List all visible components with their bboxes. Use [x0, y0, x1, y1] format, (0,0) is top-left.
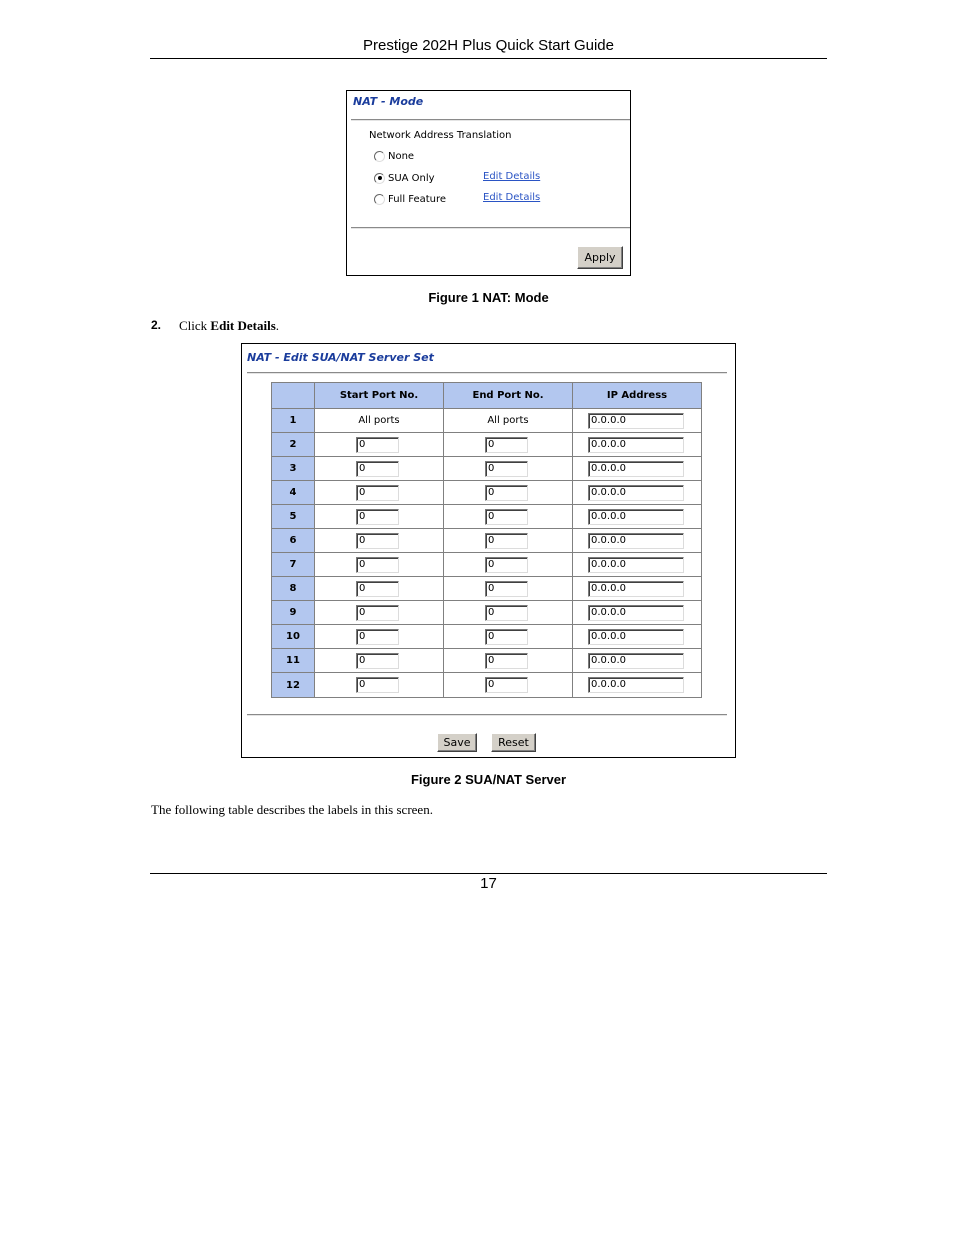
- end-port-cell: [444, 577, 573, 601]
- start-port-cell: [315, 649, 444, 673]
- nat-group-label: Network Address Translation: [369, 130, 512, 141]
- row-index: 7: [272, 553, 315, 577]
- end-port-input[interactable]: 0: [485, 653, 528, 669]
- step-number: 2.: [151, 318, 162, 332]
- row-index: 4: [272, 481, 315, 505]
- end-port-input[interactable]: 0: [485, 509, 528, 525]
- radio-full-feature-label: Full Feature: [388, 193, 447, 205]
- row-index: 11: [272, 649, 315, 673]
- start-port-input[interactable]: 0: [356, 485, 399, 501]
- start-port-cell: [315, 625, 444, 649]
- table-row: [272, 481, 701, 505]
- step-text: [179, 318, 279, 334]
- radio-none[interactable]: [374, 151, 385, 162]
- start-port-input[interactable]: 0: [356, 581, 399, 597]
- start-port-cell: [315, 601, 444, 625]
- sua-nat-panel-title: NAT - Edit SUA/NAT Server Set: [247, 351, 434, 364]
- end-port-cell: [444, 625, 573, 649]
- table-row: [272, 409, 701, 433]
- panel-divider-top: [351, 119, 630, 121]
- ip-address-input[interactable]: 0.0.0.0: [588, 485, 684, 501]
- end-port-input[interactable]: 0: [485, 677, 528, 693]
- start-port-input[interactable]: 0: [356, 461, 399, 477]
- row-index: 3: [272, 457, 315, 481]
- row-index: 6: [272, 529, 315, 553]
- table-row: [272, 673, 701, 697]
- column-header-start-port: Start Port No.: [315, 383, 444, 409]
- ip-address-cell: [573, 505, 701, 529]
- ip-address-input[interactable]: 0.0.0.0: [588, 413, 684, 429]
- start-port-input[interactable]: 0: [356, 629, 399, 645]
- reset-button[interactable]: Reset: [491, 733, 536, 752]
- row-index: 12: [272, 673, 315, 697]
- table-row: [272, 457, 701, 481]
- ip-address-cell: [573, 673, 701, 697]
- start-port-cell: [315, 409, 444, 433]
- start-port-cell: [315, 577, 444, 601]
- start-port-input[interactable]: 0: [356, 653, 399, 669]
- ip-address-cell: [573, 529, 701, 553]
- server-set-table: [271, 382, 702, 698]
- end-port-cell: [444, 481, 573, 505]
- ip-address-cell: [573, 601, 701, 625]
- nat-mode-panel-title: NAT - Mode: [353, 95, 424, 108]
- table-row: [272, 433, 701, 457]
- table-row: [272, 529, 701, 553]
- radio-none-label: None: [388, 150, 415, 162]
- page-number: 17: [480, 875, 497, 892]
- step-bold-term: Edit Details: [210, 318, 276, 333]
- start-port-cell: [315, 433, 444, 457]
- start-port-cell: [315, 505, 444, 529]
- sua-only-edit-details-link[interactable]: Edit Details: [483, 171, 541, 182]
- row-index: 5: [272, 505, 315, 529]
- end-port-input[interactable]: 0: [485, 437, 528, 453]
- end-port-cell: [444, 673, 573, 697]
- table-row: [272, 505, 701, 529]
- start-port-cell: [315, 553, 444, 577]
- figure1-caption: Figure 1 NAT: Mode: [428, 290, 549, 305]
- table-row: [272, 625, 701, 649]
- table-row: [272, 601, 701, 625]
- radio-option-full-feature[interactable]: [374, 192, 446, 206]
- radio-option-none[interactable]: [374, 149, 414, 163]
- end-port-input[interactable]: 0: [485, 461, 528, 477]
- ip-address-cell: [573, 649, 701, 673]
- start-port-cell: [315, 529, 444, 553]
- start-port-all-ports-text: All ports: [358, 415, 400, 426]
- end-port-input[interactable]: 0: [485, 557, 528, 573]
- row-index: 8: [272, 577, 315, 601]
- footer-divider: [150, 873, 827, 874]
- end-port-cell: [444, 553, 573, 577]
- ip-address-cell: [573, 481, 701, 505]
- start-port-input[interactable]: 0: [356, 437, 399, 453]
- radio-option-sua-only[interactable]: [374, 171, 435, 185]
- radio-sua-only[interactable]: [374, 173, 385, 184]
- ip-address-input[interactable]: 0.0.0.0: [588, 557, 684, 573]
- ip-address-cell: [573, 625, 701, 649]
- radio-full-feature[interactable]: [374, 194, 385, 205]
- step-prefix: Click: [179, 318, 211, 333]
- header-divider: [150, 58, 827, 59]
- column-header-index: [272, 383, 315, 409]
- ip-address-input[interactable]: 0.0.0.0: [588, 629, 684, 645]
- ip-address-input[interactable]: 0.0.0.0: [588, 509, 684, 525]
- table-row: [272, 649, 701, 673]
- row-index: 1: [272, 409, 315, 433]
- panel-divider-bottom: [247, 714, 727, 716]
- end-port-cell: [444, 409, 573, 433]
- start-port-input[interactable]: 0: [356, 533, 399, 549]
- end-port-cell: [444, 505, 573, 529]
- end-port-input[interactable]: 0: [485, 605, 528, 621]
- end-port-cell: [444, 433, 573, 457]
- ip-address-input[interactable]: 0.0.0.0: [588, 653, 684, 669]
- ip-address-cell: [573, 577, 701, 601]
- ip-address-input[interactable]: 0.0.0.0: [588, 677, 684, 693]
- end-port-all-ports-text: All ports: [487, 415, 529, 426]
- sua-nat-server-panel: [241, 343, 736, 758]
- apply-button[interactable]: Apply: [577, 246, 623, 269]
- start-port-cell: [315, 673, 444, 697]
- end-port-cell: [444, 649, 573, 673]
- start-port-cell: [315, 481, 444, 505]
- start-port-input[interactable]: 0: [356, 605, 399, 621]
- start-port-input[interactable]: 0: [356, 557, 399, 573]
- ip-address-cell: [573, 433, 701, 457]
- save-button[interactable]: Save: [437, 733, 477, 752]
- row-index: 2: [272, 433, 315, 457]
- start-port-cell: [315, 457, 444, 481]
- end-port-input[interactable]: 0: [485, 581, 528, 597]
- ip-address-cell: [573, 457, 701, 481]
- column-header-ip-address: IP Address: [573, 383, 701, 409]
- table-row: [272, 577, 701, 601]
- panel-divider-top: [247, 372, 727, 374]
- end-port-input[interactable]: 0: [485, 629, 528, 645]
- end-port-cell: [444, 529, 573, 553]
- full-feature-edit-details-link[interactable]: Edit Details: [483, 192, 541, 203]
- column-header-end-port: End Port No.: [444, 383, 573, 409]
- panel-divider-bottom: [351, 227, 630, 229]
- start-port-input[interactable]: 0: [356, 677, 399, 693]
- ip-address-cell: [573, 409, 701, 433]
- ip-address-input[interactable]: 0.0.0.0: [588, 533, 684, 549]
- nat-mode-panel: [346, 90, 631, 276]
- ip-address-input[interactable]: 0.0.0.0: [588, 605, 684, 621]
- step-suffix: .: [275, 318, 280, 333]
- body-paragraph: The following table describes the labels in this screen.: [151, 802, 433, 817]
- row-index: 10: [272, 625, 315, 649]
- end-port-cell: [444, 457, 573, 481]
- ip-address-input[interactable]: 0.0.0.0: [588, 437, 684, 453]
- document-header-title: Prestige 202H Plus Quick Start Guide: [363, 37, 614, 54]
- ip-address-cell: [573, 553, 701, 577]
- ip-address-input[interactable]: 0.0.0.0: [588, 461, 684, 477]
- figure2-caption: Figure 2 SUA/NAT Server: [410, 772, 567, 787]
- end-port-input[interactable]: 0: [485, 533, 528, 549]
- start-port-input[interactable]: 0: [356, 509, 399, 525]
- end-port-cell: [444, 601, 573, 625]
- table-header-row: [272, 383, 701, 409]
- table-row: [272, 553, 701, 577]
- ip-address-input[interactable]: 0.0.0.0: [588, 581, 684, 597]
- row-index: 9: [272, 601, 315, 625]
- end-port-input[interactable]: 0: [485, 485, 528, 501]
- radio-sua-only-label: SUA Only: [388, 172, 435, 184]
